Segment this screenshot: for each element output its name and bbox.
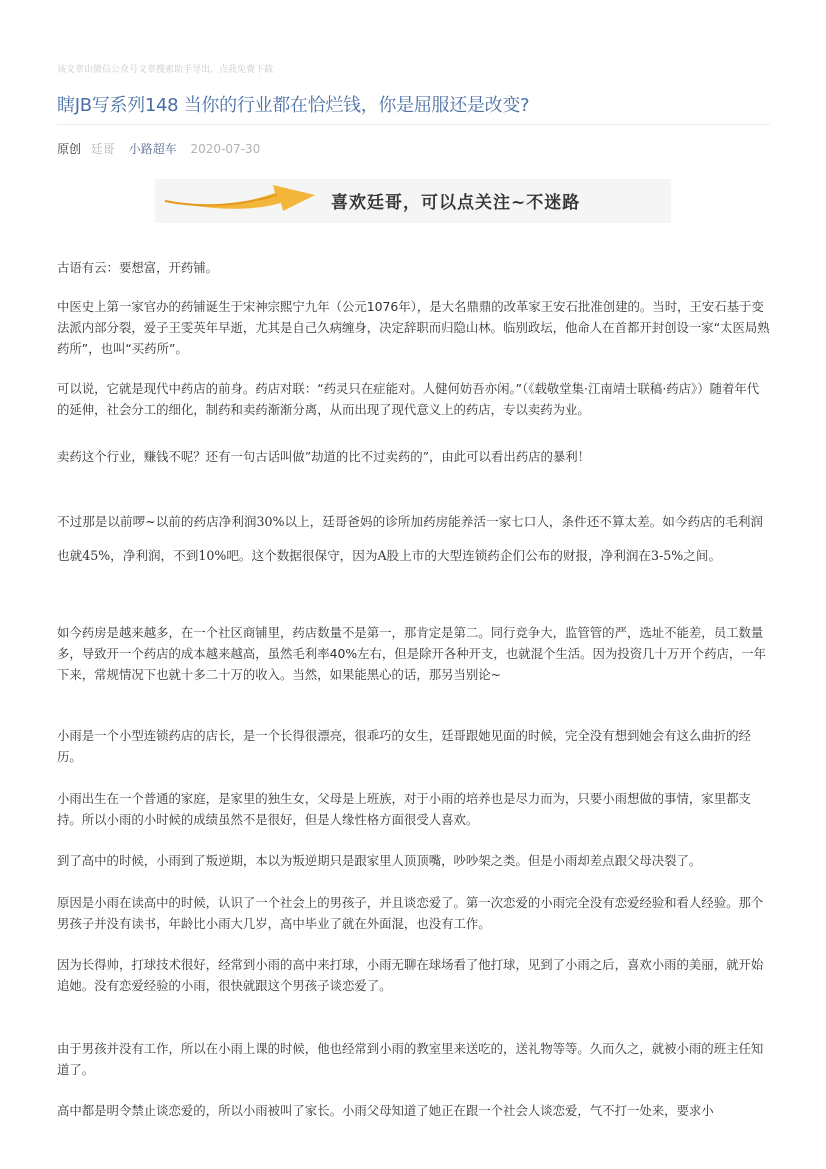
publish-date: 2020-07-30 [190, 142, 261, 156]
title-divider [57, 124, 770, 125]
paragraph: 小雨出生在一个普通的家庭，是家里的独生女，父母是上班族，对于小雨的培养也是尽力而为，只要小雨想做的事情，家里都支持。所以小雨的小时候的成绩虽然不是很好，但是人缘性格方面很受人喜欢。 [57, 791, 751, 827]
export-notice-link[interactable]: 该文章由微信公众号文章搜索助手导出，点我免费下载 [57, 65, 274, 75]
author-name: 廷哥 [90, 142, 115, 156]
paragraph: 因为长得帅，打球技术很好，经常到小雨的高中来打球，小雨无聊在球场看了他打球，见到了小雨之后，喜欢小雨的美丽，就开始追她。没有恋爱经验的小雨，很快就跟这个男孩子谈恋爱了。 [57, 957, 764, 993]
follow-banner [155, 179, 671, 223]
paragraph: 不过那是以前啰~以前的药店净利润30%以上，廷哥爸妈的诊所加药房能养活一家七口人，条件还不算太差。如今药店的毛利润也就45%，净利润，不到10%吧。这个数据很保守，因为A股上市的大型连锁药企们公布的财报，净利润在3-5%之间。 [57, 514, 764, 563]
paragraph: 原因是小雨在读高中的时候，认识了一个社会上的男孩子，并且谈恋爱了。第一次恋爱的小雨完全没有恋爱经验和看人经验。那个男孩子并没有读书，年龄比小雨大几岁，高中毕业了就在外面混，也没有工作。 [57, 895, 764, 931]
paragraph: 中医史上第一家官办的药铺诞生于宋神宗熙宁九年（公元1076年），是大名鼎鼎的改革家王安石批准创建的。当时，王安石基于变法派内部分裂，爱子王雯英年早逝，尤其是自己久病缠身，决定辞职而归隐山林。临别政坛，他命人在首都开封创设一家“太医局熟药所”，也叫“买药所”。 [57, 299, 770, 356]
paragraph: 高中都是明令禁止谈恋爱的，所以小雨被叫了家长。小雨父母知道了她正在跟一个社会人谈恋爱，气不打一处来，要求小 [57, 1103, 714, 1118]
paragraph: 古语有云：要想富，开药铺。 [57, 260, 219, 275]
paragraph: 小雨是一个小型连锁药店的店长，是一个长得很漂亮，很乖巧的女生，廷哥跟她见面的时候，完全没有想到她会有这么曲折的经历。 [57, 728, 751, 764]
paragraph: 卖药这个行业，赚钱不呢？还有一句古话叫做”劫道的比不过卖药的”，由此可以看出药店的暴利！ [57, 449, 591, 464]
paragraph: 如今药房是越来越多，在一个社区商铺里，药店数量不是第一，那肯定是第二。同行竞争大，监管管的严，选址不能差，员工数量多，导致开一个药店的成本越来越高，虽然毛利率40%左右，但是除开各种开支，也就混个生活。因为投资几十万开个药店，一年下来，常规情况下也就十多二十万的收入。当然，如果能黑心的话，那另当别论~ [57, 625, 767, 682]
banner-text: 喜欢廷哥，可以点关注~不迷路 [331, 193, 581, 213]
paragraph: 可以说，它就是现代中药店的前身。药店对联：“药灵只在症能对。人健何妨吾亦闲。”（《载敬堂集·江南靖士联稿·药店》）随着年代的延伸，社会分工的细化，制药和卖药渐渐分离，从而出现了现代意义上的药店，专以卖药为业。 [57, 381, 760, 417]
article-title: 瞎JB写系列148 当你的行业都在恰烂钱，你是屈服还是改变? [57, 95, 530, 116]
original-label: 原创 [57, 142, 82, 156]
paragraph: 到了高中的时候，小雨到了叛逆期，本以为叛逆期只是跟家里人顶顶嘴，吵吵架之类。但是小雨却差点跟父母决裂了。 [57, 853, 702, 868]
account-link[interactable]: 小路超车 [128, 142, 177, 156]
article-meta [57, 140, 260, 158]
paragraph: 由于男孩并没有工作，所以在小雨上课的时候，他也经常到小雨的教室里来送吃的，送礼物等等。久而久之，就被小雨的班主任知道了。 [57, 1041, 764, 1077]
